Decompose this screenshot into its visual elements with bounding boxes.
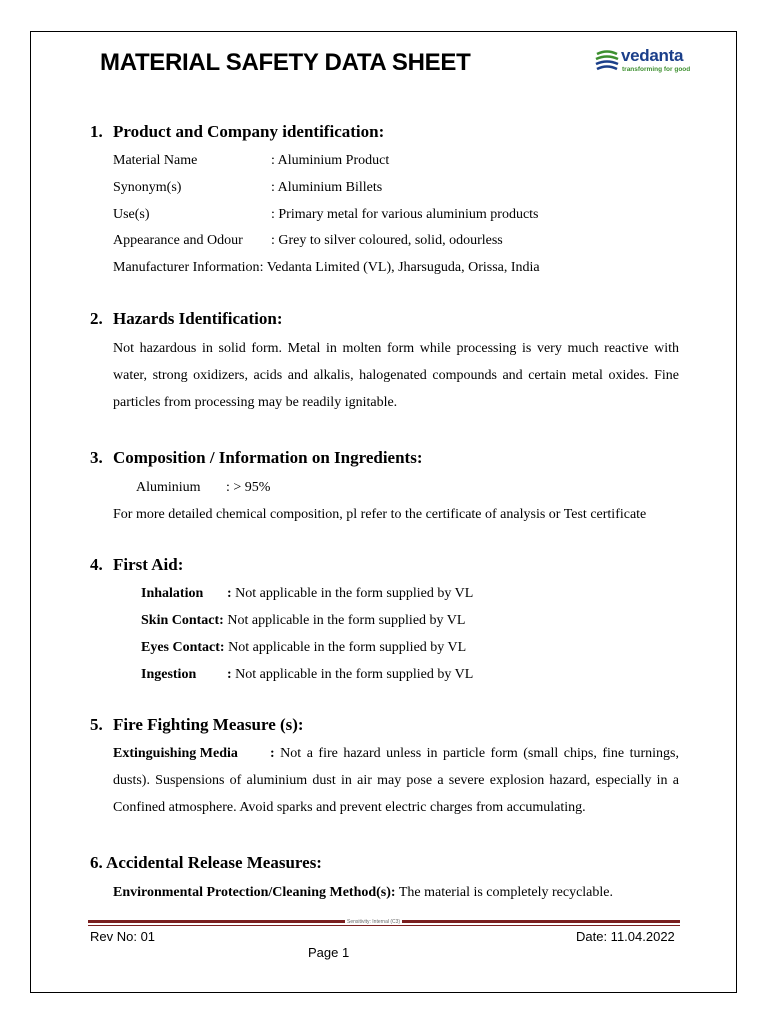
ingredient-value: : > 95% <box>226 480 271 495</box>
section-title: Fire Fighting Measure (s): <box>113 715 304 734</box>
section-title: Composition / Information on Ingredients: <box>113 448 423 467</box>
row-label: Appearance and Odour <box>113 233 243 248</box>
first-aid-ingestion <box>141 667 473 683</box>
row-value: : Aluminium Billets <box>271 180 383 195</box>
first-aid-value: Not applicable in the form supplied by VL <box>224 640 467 655</box>
fire-fighting-text <box>113 740 679 821</box>
first-aid-label: Eyes Contact: <box>141 640 225 655</box>
first-aid-value: Not applicable in the form supplied by VL <box>223 613 466 628</box>
page-number: Page 1 <box>308 945 350 960</box>
section-number: 3. <box>90 448 103 467</box>
document-date: Date: 11.04.2022 <box>576 929 675 944</box>
first-aid-colon: : <box>227 667 232 682</box>
info-row <box>113 207 539 223</box>
row-label: Manufacturer Information <box>113 260 260 275</box>
composition-note: For more detailed chemical composition, pl refer to the certificate of analysis or Test certificate <box>113 507 647 522</box>
row-value: : Aluminium Product <box>271 153 390 168</box>
first-aid-colon: : <box>227 586 232 601</box>
first-aid-inhalation <box>141 586 473 602</box>
section-4-heading <box>90 555 183 575</box>
footer-rule-thin <box>88 925 680 926</box>
company-logo <box>594 48 719 80</box>
section-1-heading <box>90 122 384 142</box>
first-aid-skin <box>141 613 465 629</box>
row-value: : Vedanta Limited (VL), Jharsuguda, Orissa, India <box>259 260 540 275</box>
section-number: 2. <box>90 309 103 328</box>
row-label: Use(s) <box>113 207 150 222</box>
row-label: Synonym(s) <box>113 180 182 195</box>
section-number: 5. <box>90 715 103 734</box>
info-row <box>113 260 540 276</box>
section-title: First Aid: <box>113 555 184 574</box>
first-aid-value: Not applicable in the form supplied by VL <box>231 667 474 682</box>
section-title: Product and Company identification: <box>113 122 385 141</box>
ingredient-label: Aluminium <box>136 480 201 495</box>
section-3-heading <box>90 448 423 468</box>
row-label: Material Name <box>113 153 198 168</box>
first-aid-value: Not applicable in the form supplied by VL <box>231 586 474 601</box>
row-value: : Primary metal for various aluminium products <box>271 207 539 222</box>
section-6-heading: 6. Accidental Release Measures: <box>90 853 322 872</box>
environmental-label: Environmental Protection/Cleaning Method(s): <box>113 885 396 900</box>
sensitivity-label: Sensitivity: Internal (C3) <box>347 919 401 925</box>
section-number: 4. <box>90 555 103 574</box>
ingredient-row <box>136 480 270 496</box>
section-5-heading <box>90 715 304 735</box>
section-number: 1. <box>90 122 103 141</box>
logo-wordmark: vedanta <box>621 46 684 65</box>
document-title: MATERIAL SAFETY DATA SHEET <box>100 49 471 76</box>
row-value: : Grey to silver coloured, solid, odourless <box>271 233 503 248</box>
extinguishing-colon: : <box>270 746 275 761</box>
environmental-text: The material is completely recyclable. <box>395 885 614 900</box>
first-aid-label: Inhalation <box>141 586 204 601</box>
first-aid-eyes <box>141 640 466 656</box>
revision-number: Rev No: 01 <box>90 929 156 944</box>
section-title: Hazards Identification: <box>113 309 283 328</box>
environmental-row <box>113 885 613 901</box>
logo-tagline: transforming for good <box>622 66 691 73</box>
hazards-text: Not hazardous in solid form. Metal in molten form while processing is very much reactive with water, strong oxidizers, acids and alkalis, halogenated compounds and certain metal oxides. Fine particles from processing may be readily ignitable. <box>113 341 679 410</box>
first-aid-label: Ingestion <box>141 667 197 682</box>
info-row <box>113 233 503 249</box>
section-2-heading <box>90 309 283 329</box>
vedanta-logo-icon <box>594 48 620 74</box>
info-row <box>113 153 389 169</box>
info-row <box>113 180 382 196</box>
extinguishing-label: Extinguishing Media <box>113 746 238 761</box>
extinguishing-text: Not a fire hazard unless in particle form (small chips, fine turnings, dusts). Suspensions of aluminium dust in air may pose a severe explosion hazard, especially in a Confined atmosphere. Avoid sparks and prevent electric charges from accumulating. <box>113 746 679 815</box>
first-aid-label: Skin Contact: <box>141 613 224 628</box>
